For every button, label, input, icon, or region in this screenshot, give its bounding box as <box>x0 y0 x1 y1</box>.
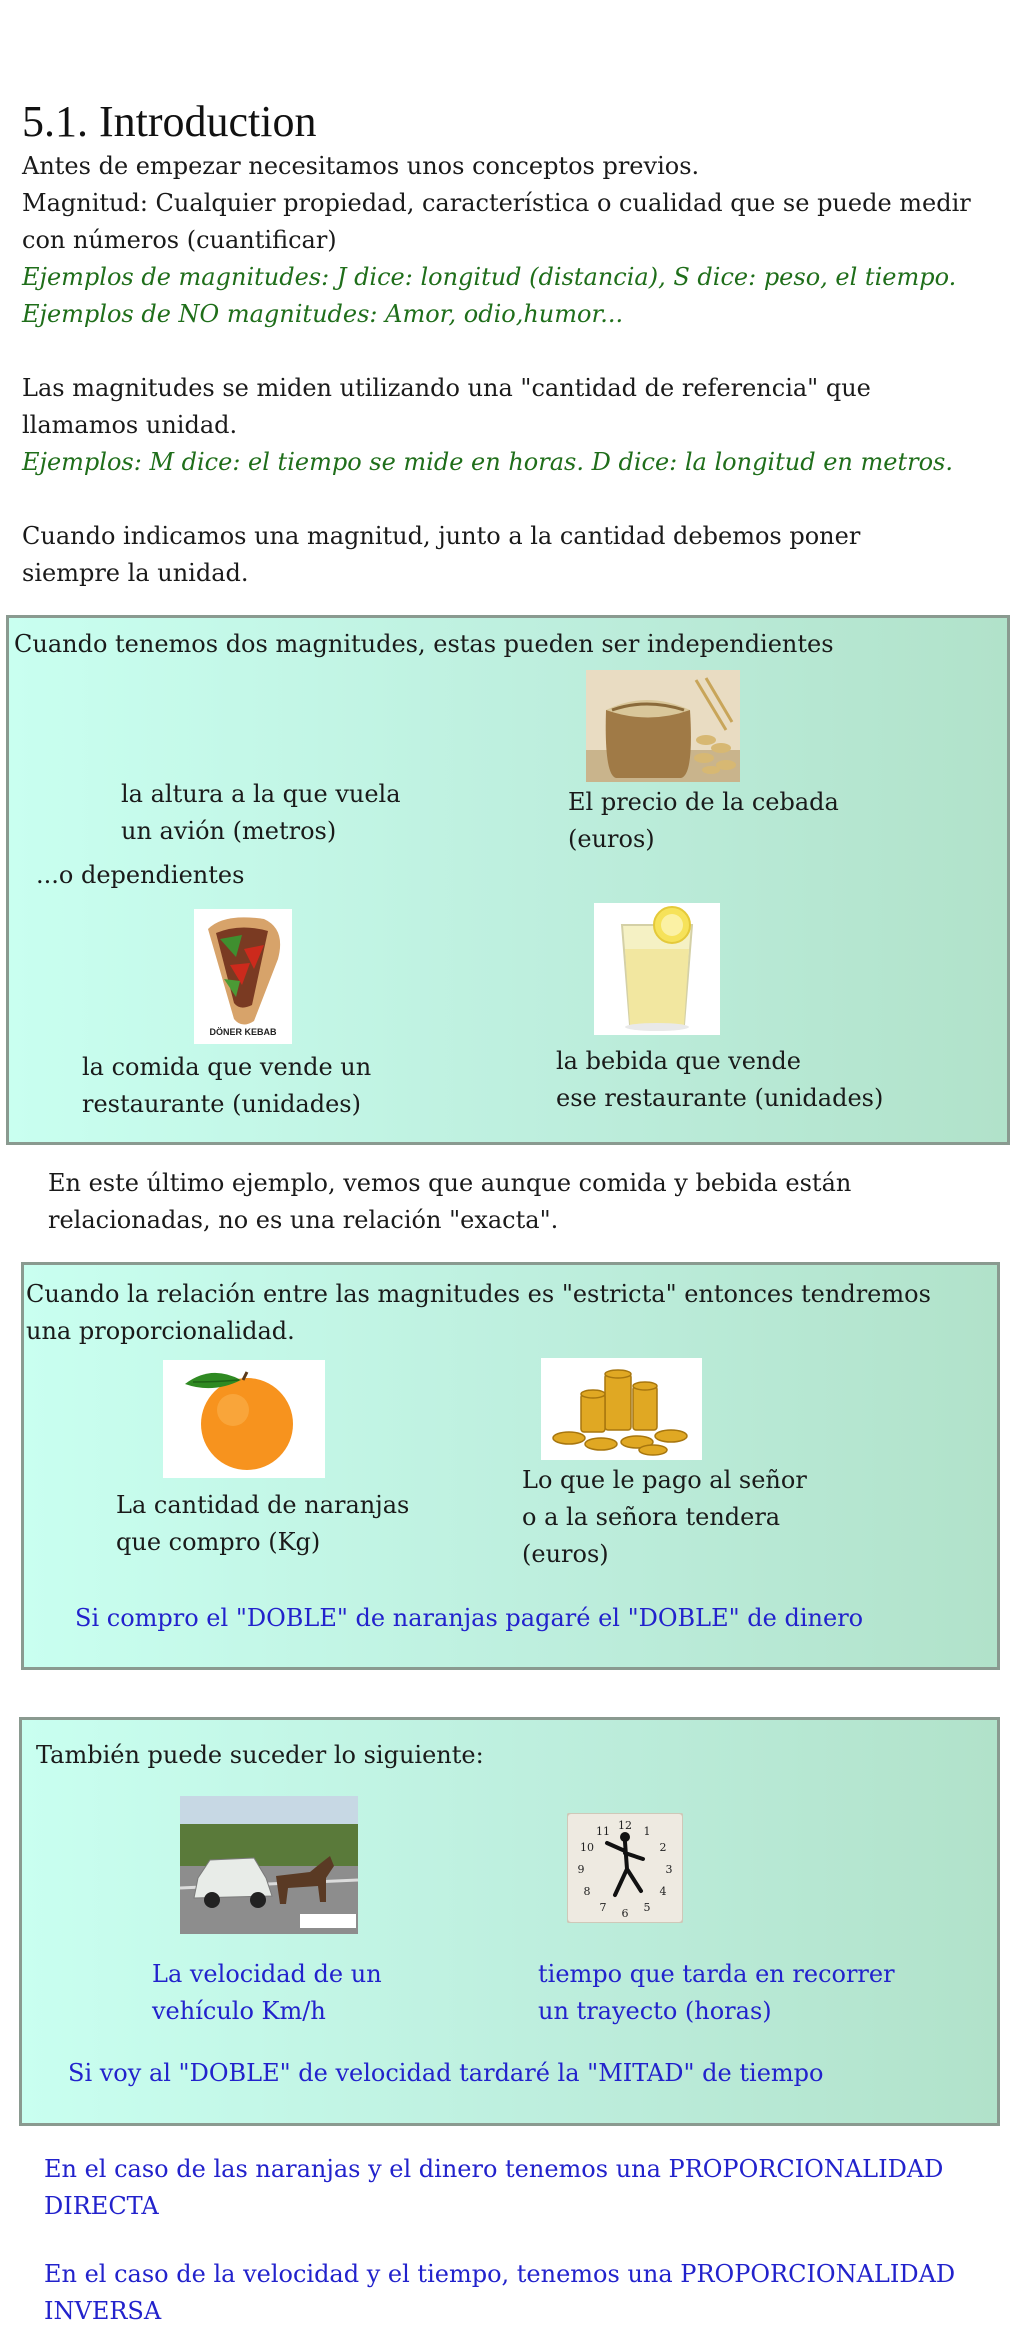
car-and-horse-image <box>180 1796 358 1934</box>
restaurant-food-line-2: restaurante (unidades) <box>82 1090 361 1118</box>
barley-price-line-1: El precio de la cebada <box>568 788 839 816</box>
payment-line-2: o a la señora tendera <box>522 1503 781 1531</box>
unit-note-line-1: Cuando indicamos una magnitud, junto a la cantidad debemos poner <box>22 522 861 550</box>
relation-note-line-1: En este último ejemplo, vemos que aunque comida y bebida están <box>48 1169 852 1197</box>
svg-text:11: 11 <box>596 1825 610 1838</box>
units-examples: Ejemplos: M dice: el tiempo se mide en horas. D dice: la longitud en metros. <box>22 448 953 476</box>
box2-title-line-2: una proporcionalidad. <box>26 1317 295 1345</box>
magnitude-definition-line-2: con números (cuantificar) <box>22 226 337 254</box>
plane-height-line-1: la altura a la que vuela <box>121 780 401 808</box>
vehicle-speed-line-2: vehículo Km/h <box>152 1997 326 2025</box>
vehicle-speed-line-1: La velocidad de un <box>152 1960 382 1988</box>
magnitude-examples: Ejemplos de magnitudes: J dice: longitud (distancia), S dice: peso, el tiempo. <box>22 263 957 291</box>
box2-title-line-1: Cuando la relación entre las magnitudes es "estricta" entonces tendremos <box>26 1280 931 1308</box>
payment-line-1: Lo que le pago al señor <box>522 1466 807 1494</box>
svg-text:2: 2 <box>659 1841 667 1854</box>
clock-image <box>567 1813 683 1923</box>
kebab-caption: DÖNER KEBAB <box>209 1027 277 1037</box>
box3-title: También puede suceder lo siguiente: <box>36 1741 484 1769</box>
unit-note-line-2: siempre la unidad. <box>22 559 249 587</box>
svg-text:7: 7 <box>599 1901 607 1914</box>
lemonade-glass-image <box>594 903 720 1035</box>
direct-rule: Si compro el "DOBLE" de naranjas pagaré el "DOBLE" de dinero <box>75 1604 864 1632</box>
non-magnitude-examples: Ejemplos de NO magnitudes: Amor, odio,humor... <box>22 300 624 328</box>
svg-text:5: 5 <box>643 1901 651 1914</box>
units-line-2: llamamos unidad. <box>22 411 238 439</box>
svg-text:12: 12 <box>618 1819 632 1832</box>
payment-line-3: (euros) <box>522 1540 609 1568</box>
direct-conclusion-line-1: En el caso de las naranjas y el dinero tenemos una PROPORCIONALIDAD <box>44 2155 944 2183</box>
inverse-rule: Si voy al "DOBLE" de velocidad tardaré la "MITAD" de tiempo <box>68 2059 824 2087</box>
kebab-image <box>194 909 292 1044</box>
travel-time-line-1: tiempo que tarda en recorrer <box>538 1960 895 1988</box>
plane-height-line-2: un avión (metros) <box>121 817 337 845</box>
barley-sack-image <box>586 670 740 782</box>
units-line-1: Las magnitudes se miden utilizando una "cantidad de referencia" que <box>22 374 871 402</box>
gold-coins-image <box>541 1358 702 1460</box>
dependent-label: ...o dependientes <box>36 861 245 889</box>
page-title: 5.1. Introduction <box>22 97 317 146</box>
barley-price-line-2: (euros) <box>568 825 655 853</box>
orange-quantity-line-2: que compro (Kg) <box>116 1528 321 1556</box>
restaurant-food-line-1: la comida que vende un <box>82 1053 372 1081</box>
magnitude-definition-line-1: Magnitud: Cualquier propiedad, característica o cualidad que se puede medir <box>22 189 971 217</box>
inverse-conclusion-line-1: En el caso de la velocidad y el tiempo, tenemos una PROPORCIONALIDAD <box>44 2260 956 2288</box>
svg-text:6: 6 <box>621 1907 629 1920</box>
restaurant-drink-line-2: ese restaurante (unidades) <box>556 1084 884 1112</box>
relation-note-line-2: relacionadas, no es una relación "exacta". <box>48 1206 559 1234</box>
orange-image <box>163 1360 325 1478</box>
orange-quantity-line-1: La cantidad de naranjas <box>116 1491 410 1519</box>
svg-text:10: 10 <box>580 1841 594 1854</box>
svg-text:4: 4 <box>659 1885 667 1898</box>
restaurant-drink-line-1: la bebida que vende <box>556 1047 801 1075</box>
svg-text:9: 9 <box>577 1863 585 1876</box>
box1-title: Cuando tenemos dos magnitudes, estas pueden ser independientes <box>14 630 834 658</box>
svg-text:8: 8 <box>583 1885 591 1898</box>
travel-time-line-2: un trayecto (horas) <box>538 1997 772 2025</box>
svg-text:1: 1 <box>643 1825 651 1838</box>
inverse-conclusion-line-2: INVERSA <box>44 2297 162 2325</box>
intro-line-1: Antes de empezar necesitamos unos conceptos previos. <box>22 152 700 180</box>
direct-conclusion-line-2: DIRECTA <box>44 2192 159 2220</box>
svg-text:3: 3 <box>665 1863 673 1876</box>
